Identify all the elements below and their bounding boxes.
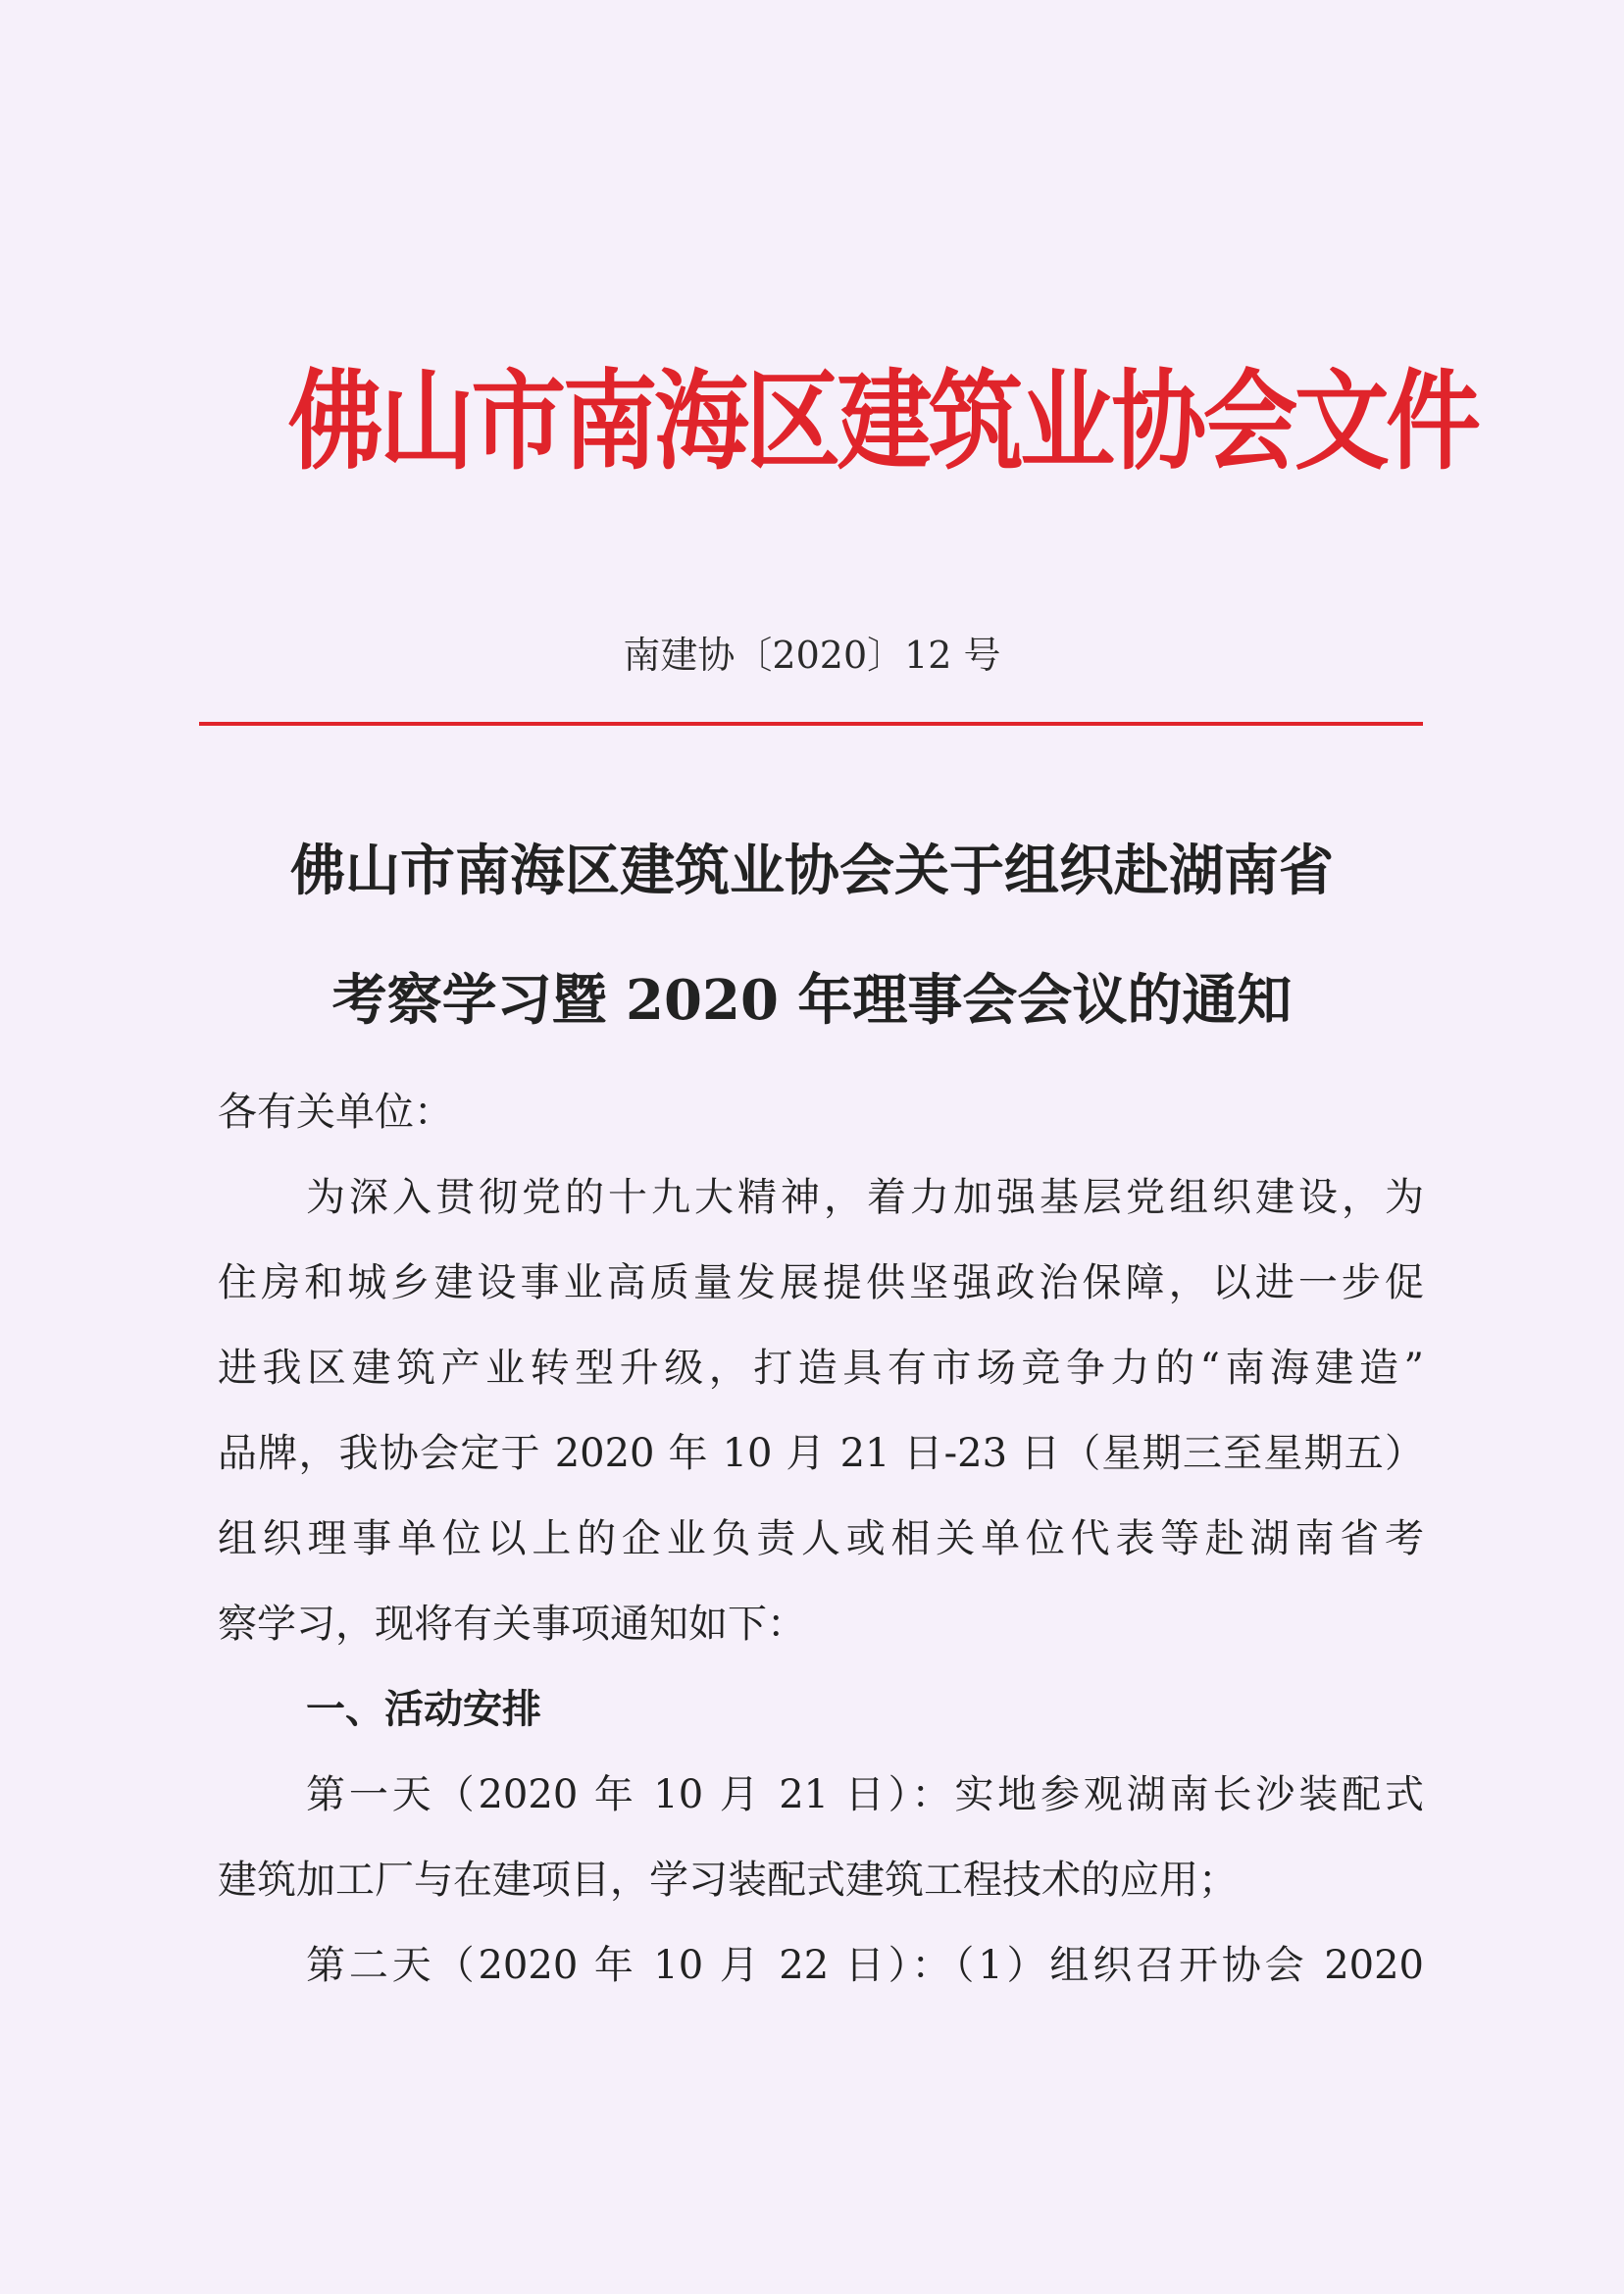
- paragraph-line: 建筑加工厂与在建项目，学习装配式建筑工程技术的应用；: [218, 1858, 1238, 1903]
- paragraph-line: 第一天（2020 年 10 月 21 日）：实地参观湖南长沙装配式: [306, 1772, 1424, 1817]
- red-divider-line: [199, 722, 1423, 726]
- paragraph-line: 为深入贯彻党的十九大精神，着力加强基层党组织建设，为: [306, 1175, 1424, 1220]
- salutation: 各有关单位：: [218, 1090, 453, 1135]
- paragraph-line: 住房和城乡建设事业高质量发展提供坚强政治保障，以进一步促: [218, 1260, 1424, 1305]
- document-number: 南建协〔2020〕12 号: [623, 634, 1001, 677]
- notice-title-line-1: 佛山市南海区建筑业协会关于组织赴湖南省: [290, 839, 1334, 903]
- paragraph-line: 进我区建筑产业转型升级，打造具有市场竞争力的“南海建造”: [218, 1346, 1424, 1391]
- paragraph-line: 第二天（2020 年 10 月 22 日）：（1）组织召开协会 2020: [306, 1943, 1424, 1988]
- letterhead-title: 佛山市南海区建筑业协会文件: [287, 359, 1478, 484]
- paragraph-line: 察学习，现将有关事项通知如下：: [218, 1602, 806, 1647]
- notice-title-line-2: 考察学习暨 2020 年理事会会议的通知: [331, 968, 1293, 1033]
- section-heading: 一、活动安排: [306, 1687, 541, 1732]
- paragraph-line: 组织理事单位以上的企业负责人或相关单位代表等赴湖南省考: [218, 1516, 1424, 1561]
- paragraph-line: 品牌，我协会定于 2020 年 10 月 21 日-23 日（星期三至星期五）: [218, 1431, 1424, 1476]
